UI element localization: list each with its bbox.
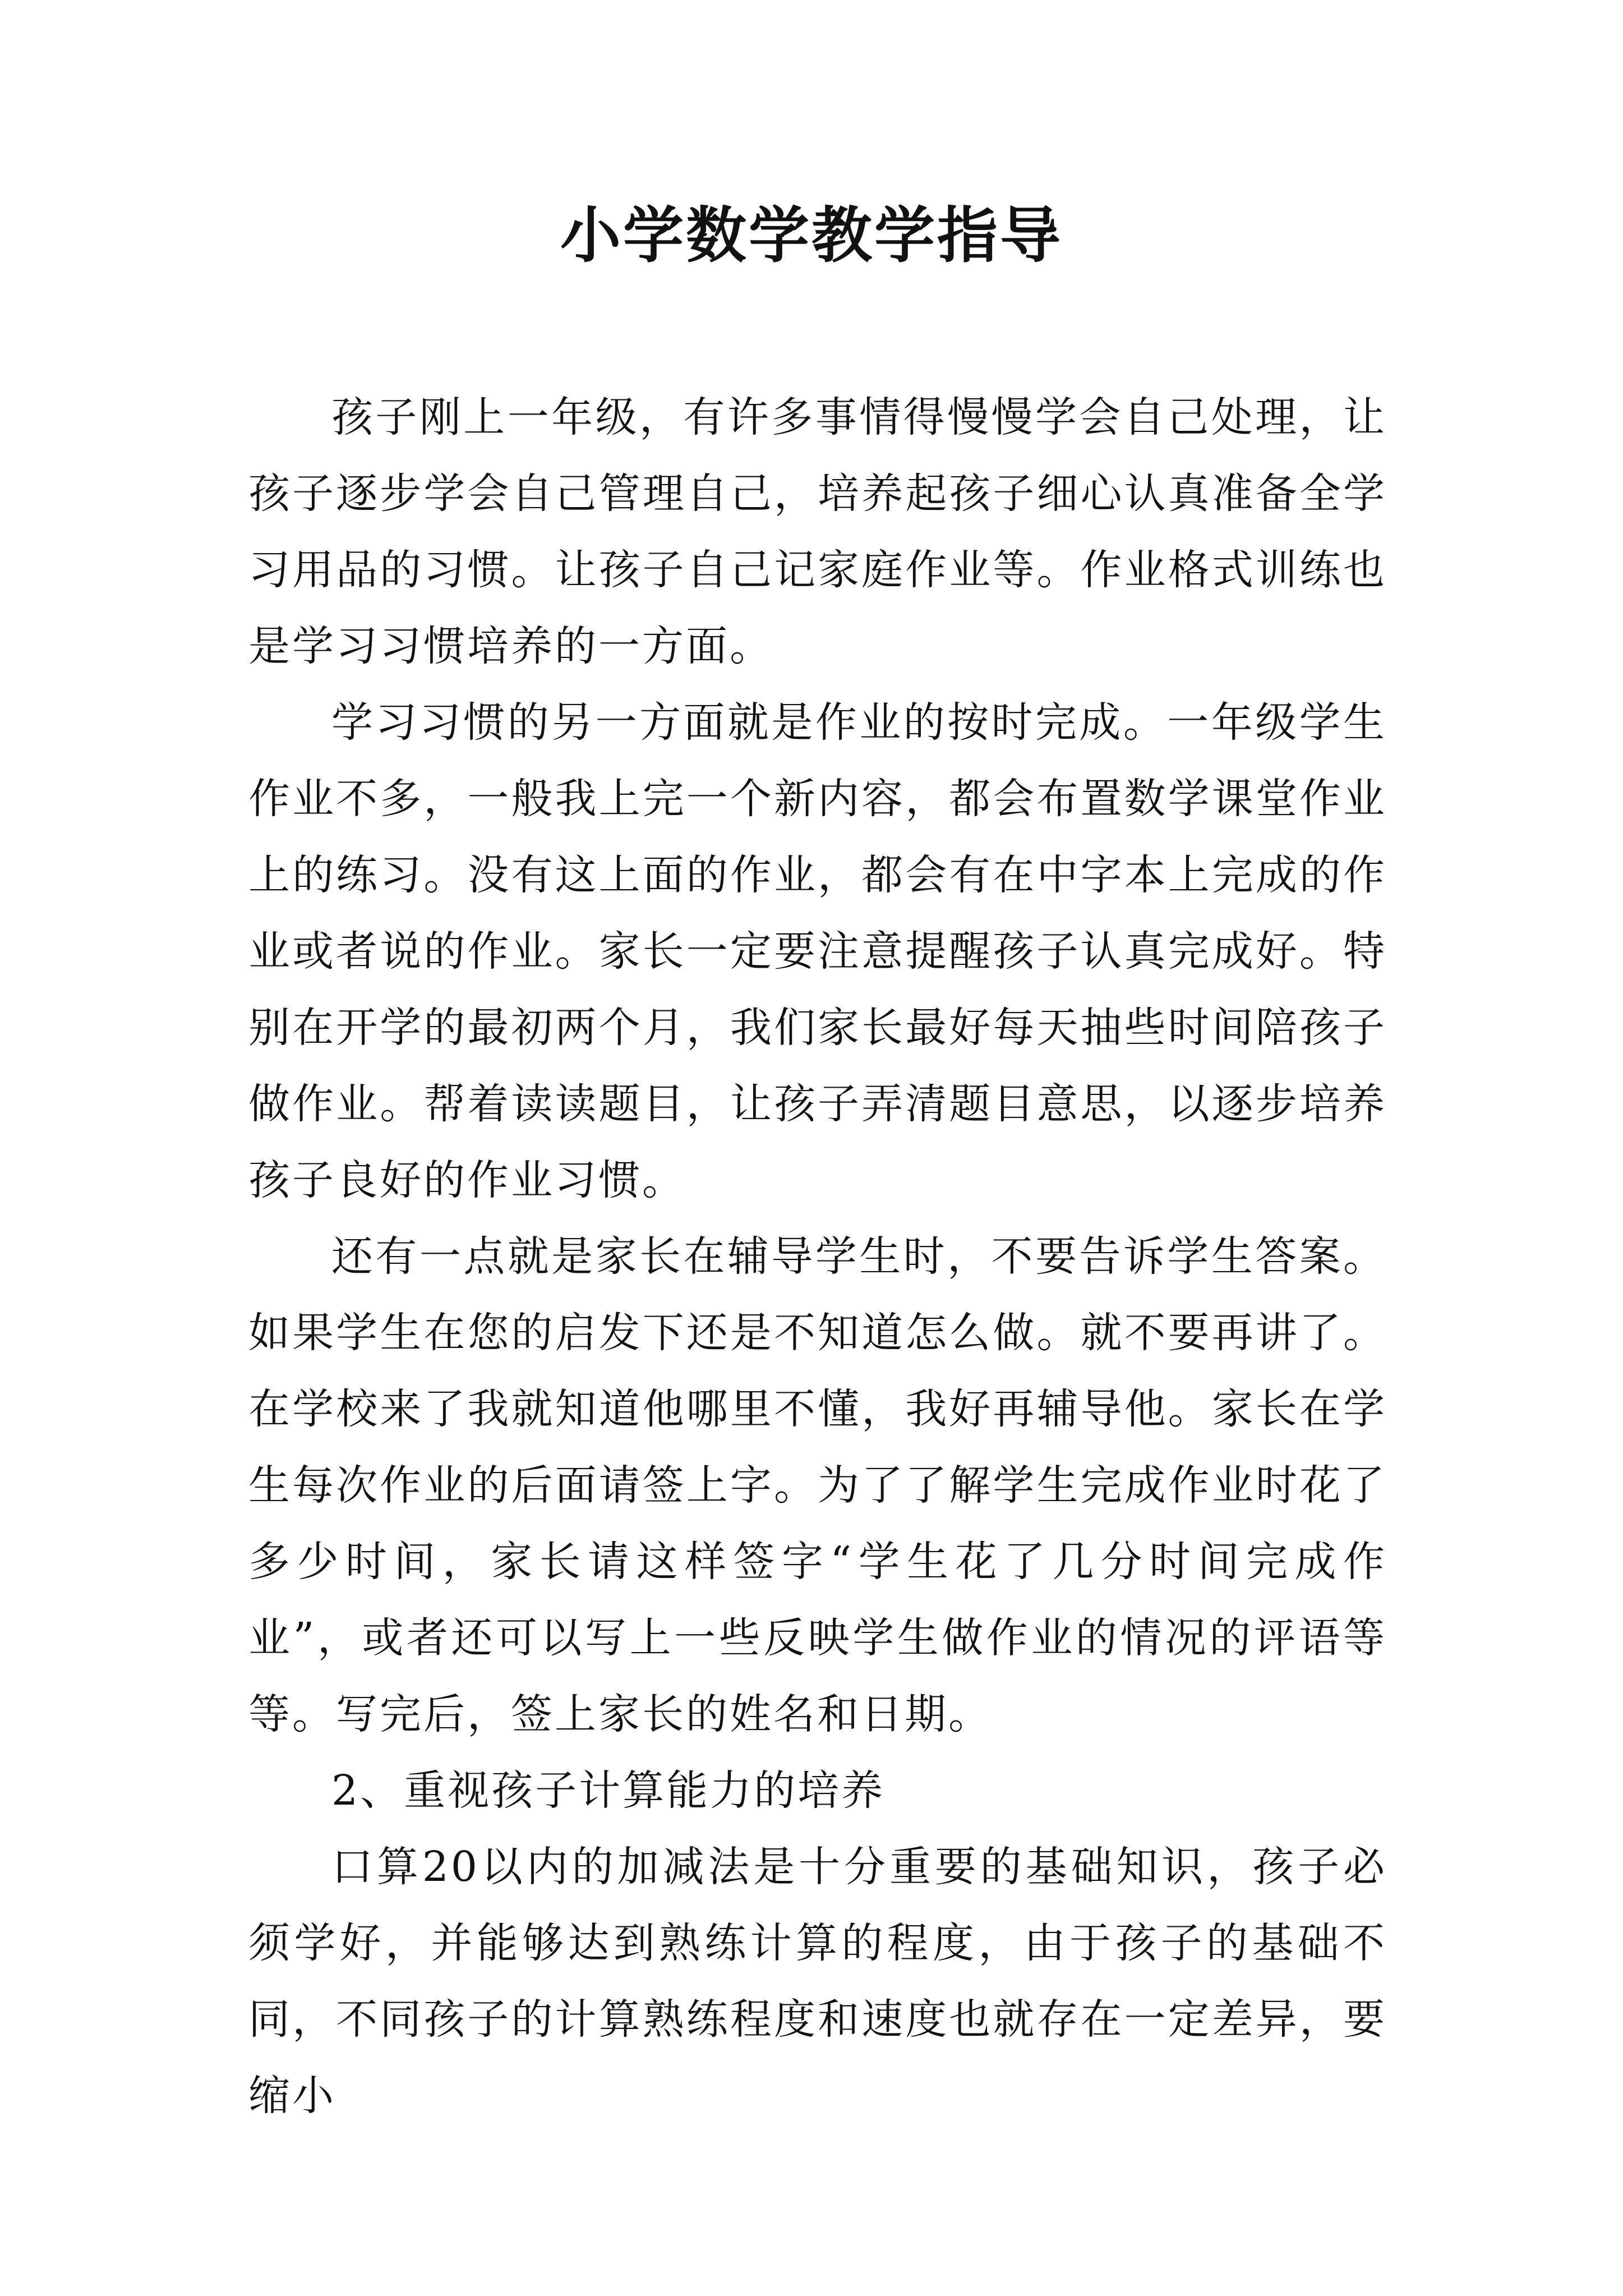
paragraph: 还有一点就是家长在辅导学生时，不要告诉学生答案。如果学生在您的启发下还是不知道怎么做。就不要再讲了。在学校来了我就知道他哪里不懂，我好再辅导他。家长在学生每次作业的后面请签上字。为了了解学生完成作业时花了多少时间，家长请这样签字“学生花了几分时间完成作业”，或者还可以写上一些反映学生做作业的情况的评语等等。写完后，签上家长的姓名和日期。 (248, 1232, 1387, 1738)
document-body (248, 379, 1387, 2134)
paragraph: 口算20以内的加减法是十分重要的基础知识，孩子必须学好，并能够达到熟练计算的程度，由于孩子的基础不同，不同孩子的计算熟练程度和速度也就存在一定差异，要缩小 (248, 1843, 1387, 2120)
paragraph: 学习习惯的另一方面就是作业的按时完成。一年级学生作业不多，一般我上完一个新内容，都会布置数学课堂作业上的练习。没有这上面的作业，都会有在中字本上完成的作业或者说的作业。家长一定要注意提醒孩子认真完成好。特别在开学的最初两个月，我们家长最好每天抽些时间陪孩子做作业。帮着读读题目，让孩子弄清题目意思，以逐步培养孩子良好的作业习惯。 (248, 698, 1387, 1204)
paragraph: 孩子刚上一年级，有许多事情得慢慢学会自己处理，让孩子逐步学会自己管理自己，培养起孩子细心认真准备全学习用品的习惯。让孩子自己记家庭作业等。作业格式训练也是学习习惯培养的一方面。 (248, 393, 1387, 670)
document-title: 小学数学教学指导 (560, 200, 1063, 271)
section-heading: 2、重视孩子计算能力的培养 (331, 1766, 886, 1815)
